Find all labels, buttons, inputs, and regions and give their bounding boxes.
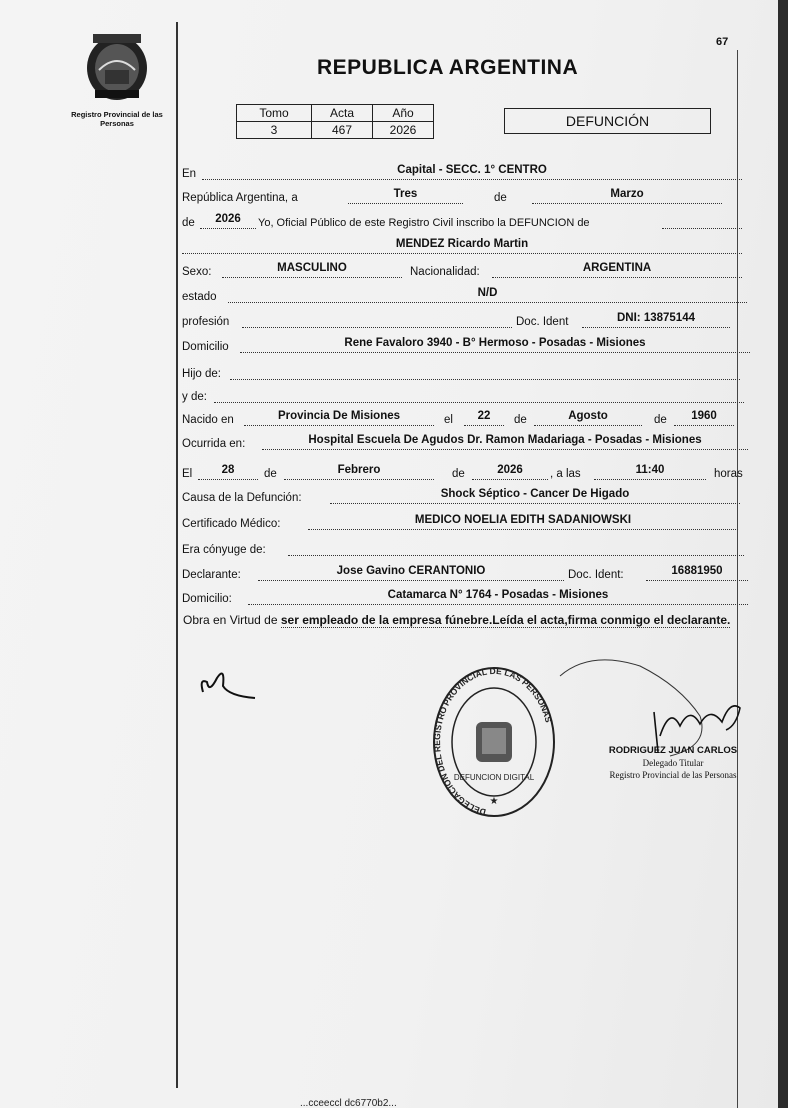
dotted-line bbox=[214, 402, 744, 403]
label-nacionalidad: Nacionalidad: bbox=[410, 266, 480, 278]
label-doc-ident-declarante: Doc. Ident: bbox=[568, 569, 624, 581]
value-nac-dia: 22 bbox=[477, 410, 491, 422]
registry-name: Registro Provincial de las Personas bbox=[71, 110, 163, 128]
label-conyuge: Era cónyuge de: bbox=[182, 544, 266, 556]
value-causa: Shock Séptico - Cancer De Higado bbox=[440, 488, 630, 500]
dotted-line bbox=[182, 253, 742, 254]
label-el: El bbox=[182, 468, 193, 480]
background-edge bbox=[778, 0, 788, 1108]
record-type-box: DEFUNCIÓN bbox=[504, 108, 711, 134]
official-block bbox=[588, 745, 758, 781]
value-sexo: MASCULINO bbox=[277, 262, 347, 274]
value-def-mes: Febrero bbox=[337, 464, 381, 476]
label-de: de bbox=[494, 192, 507, 204]
row-fecha-defuncion bbox=[182, 462, 750, 482]
row-sexo bbox=[182, 260, 742, 280]
dotted-line bbox=[534, 425, 642, 426]
value-anio: 2026 bbox=[215, 213, 241, 225]
label-estado: estado bbox=[182, 291, 217, 303]
record-meta-table bbox=[236, 104, 434, 139]
row-obra-en-virtud bbox=[183, 610, 768, 630]
dotted-line bbox=[464, 425, 504, 426]
dotted-line bbox=[330, 503, 740, 504]
row-estado bbox=[182, 285, 747, 305]
dotted-line bbox=[262, 449, 748, 450]
label-profesion: profesión bbox=[182, 316, 230, 328]
row-nombre bbox=[182, 236, 742, 256]
provincial-seal-logo bbox=[83, 30, 151, 102]
row-certificado bbox=[182, 512, 738, 532]
dotted-line bbox=[288, 555, 744, 556]
value-dia: Tres bbox=[393, 188, 418, 200]
official-name: RODRIGUEZ JUAN CARLOS bbox=[608, 745, 738, 756]
meta-value-acta: 467 bbox=[312, 122, 373, 139]
label-de: de bbox=[654, 414, 667, 426]
row-causa bbox=[182, 486, 742, 506]
official-role: Delegado Titular bbox=[642, 758, 704, 768]
row-hijo-de bbox=[182, 362, 740, 382]
value-def-dia: 28 bbox=[221, 464, 235, 476]
value-domicilio-declarante: Catamarca N° 1764 - Posadas - Misiones bbox=[387, 589, 609, 601]
star-icon: ★ bbox=[489, 796, 499, 807]
value-nombre: MENDEZ Ricardo Martin bbox=[395, 238, 529, 250]
value-ocurrida-en: Hospital Escuela De Agudos Dr. Ramon Madariaga - Posadas - Misiones bbox=[308, 434, 702, 446]
value-nac-mes: Agosto bbox=[568, 410, 608, 422]
dotted-line bbox=[244, 425, 434, 426]
meta-header-anio: Año bbox=[373, 105, 434, 122]
label-de: de bbox=[514, 414, 527, 426]
value-declarante: Jose Gavino CERANTONIO bbox=[336, 565, 486, 577]
row-fecha-inscripcion bbox=[182, 186, 742, 206]
dotted-line bbox=[472, 479, 548, 480]
dotted-line bbox=[674, 425, 734, 426]
label-republica: República Argentina, a bbox=[182, 192, 298, 204]
label-el: el bbox=[444, 414, 453, 426]
label-sexo: Sexo: bbox=[182, 266, 212, 278]
label-y-de: y de: bbox=[182, 391, 207, 403]
dotted-line bbox=[230, 379, 740, 380]
row-y-de bbox=[182, 385, 744, 405]
label-de: de bbox=[182, 217, 195, 229]
value-nacido-en: Provincia De Misiones bbox=[277, 410, 401, 422]
declarant-signature bbox=[195, 668, 270, 706]
stamp-ring-text: DELEGACION DEL REGISTRO PROVINCIAL DE LAS PERSONAS bbox=[432, 665, 554, 818]
dotted-line bbox=[582, 327, 730, 328]
label-nacido-en: Nacido en bbox=[182, 414, 234, 426]
value-nacionalidad: ARGENTINA bbox=[582, 262, 652, 274]
label-a-las: , a las bbox=[550, 468, 581, 480]
dotted-line bbox=[662, 228, 742, 229]
row-domicilio bbox=[182, 335, 750, 355]
dotted-line bbox=[258, 580, 564, 581]
row-nacimiento bbox=[182, 408, 742, 428]
label-de: de bbox=[452, 468, 465, 480]
label-certificado: Certificado Médico: bbox=[182, 518, 281, 530]
label-horas: horas bbox=[714, 468, 743, 480]
document-title: REPUBLICA ARGENTINA bbox=[317, 56, 579, 79]
value-doc-ident-declarante: 16881950 bbox=[671, 565, 723, 577]
value-mes: Marzo bbox=[610, 188, 644, 200]
dotted-line bbox=[248, 604, 748, 605]
row-ocurrida bbox=[182, 432, 750, 452]
label-oficial-text: Yo, Oficial Público de este Registro Civil inscribo la DEFUNCION de bbox=[258, 217, 590, 229]
value-domicilio: Rene Favaloro 3940 - B° Hermoso - Posadas - Misiones bbox=[344, 337, 646, 349]
official-office: Registro Provincial de las Personas bbox=[609, 770, 737, 780]
label-obra: Obra en Virtud de bbox=[183, 613, 278, 627]
label-ocurrida-en: Ocurrida en: bbox=[182, 438, 246, 450]
stamp-inner-text: DEFUNCION DIGITAL bbox=[453, 773, 535, 782]
dotted-line bbox=[200, 228, 256, 229]
row-domicilio-declarante bbox=[182, 587, 748, 607]
label-hijo-de: Hijo de: bbox=[182, 368, 221, 380]
label-causa: Causa de la Defunción: bbox=[182, 492, 302, 504]
row-conyuge bbox=[182, 538, 744, 558]
label-en: En bbox=[182, 168, 197, 180]
footer-code: ...cceeccl dc6770b2... bbox=[300, 1098, 397, 1108]
dotted-line bbox=[242, 327, 512, 328]
official-stamp bbox=[432, 664, 556, 820]
label-domicilio-declarante: Domicilio: bbox=[182, 593, 232, 605]
row-profesion bbox=[182, 310, 742, 330]
dotted-line bbox=[284, 479, 434, 480]
dotted-line bbox=[228, 302, 747, 303]
value-doc-ident: DNI: 13875144 bbox=[617, 312, 695, 324]
value-nac-anio: 1960 bbox=[691, 410, 717, 422]
row-oficial bbox=[182, 211, 742, 231]
meta-value-anio: 2026 bbox=[373, 122, 434, 139]
value-hora: 11:40 bbox=[635, 464, 665, 476]
row-declarante bbox=[182, 563, 748, 583]
page-number: 67 bbox=[716, 36, 729, 48]
dotted-line bbox=[348, 203, 463, 204]
dotted-line bbox=[646, 580, 748, 581]
label-de: de bbox=[264, 468, 277, 480]
value-certificado: MEDICO NOELIA EDITH SADANIOWSKI bbox=[414, 514, 632, 526]
value-lugar: Capital - SECC. 1° CENTRO bbox=[397, 164, 547, 176]
label-domicilio: Domicilio bbox=[182, 341, 229, 353]
dotted-line bbox=[492, 277, 742, 278]
value-def-anio: 2026 bbox=[497, 464, 523, 476]
dotted-line bbox=[532, 203, 722, 204]
dotted-line bbox=[202, 179, 742, 180]
dotted-line bbox=[594, 479, 706, 480]
meta-header-tomo: Tomo bbox=[237, 105, 312, 122]
value-obra: ser empleado de la empresa fúnebre.Leída el acta,firma conmigo el declarante. bbox=[280, 613, 731, 627]
meta-header-acta: Acta bbox=[312, 105, 373, 122]
dotted-line bbox=[240, 352, 750, 353]
left-margin-line bbox=[176, 22, 178, 1088]
dotted-line bbox=[198, 479, 258, 480]
dotted-line bbox=[308, 529, 738, 530]
label-declarante: Declarante: bbox=[182, 569, 241, 581]
row-lugar bbox=[182, 162, 742, 182]
label-doc-ident: Doc. Ident bbox=[516, 316, 569, 328]
meta-value-tomo: 3 bbox=[237, 122, 312, 139]
dotted-line bbox=[222, 277, 402, 278]
value-estado: N/D bbox=[477, 287, 498, 299]
